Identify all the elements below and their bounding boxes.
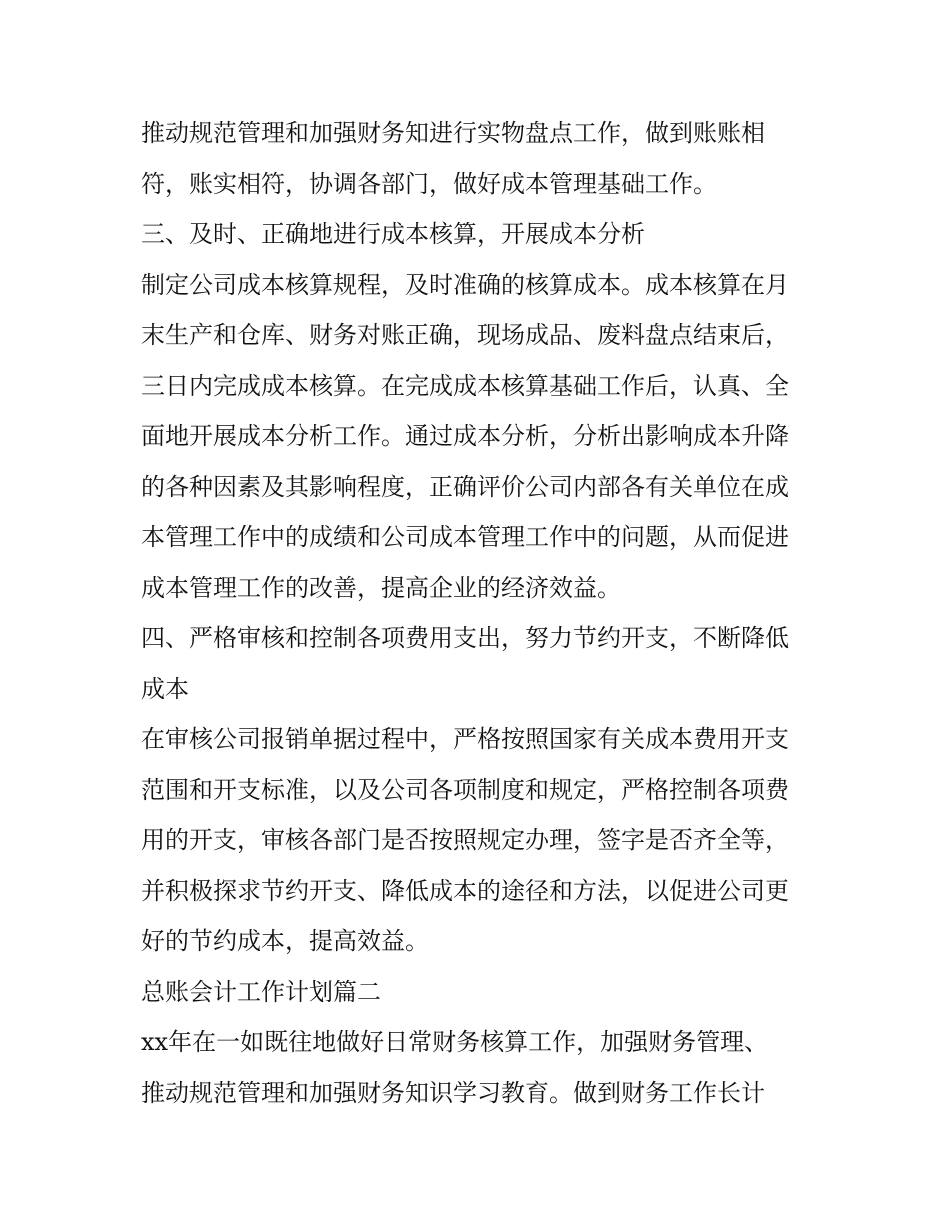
paragraph-line: 推动规范管理和加强财务知进行实物盘点工作，做到账账相 xyxy=(141,119,765,147)
paragraph-line: 三日内完成成本核算。在完成成本核算基础工作后，认真、全 xyxy=(141,371,789,400)
document-body xyxy=(141,108,821,1118)
paragraph-line: 推动规范管理和加强财务知识学习教育。做到财务工作长计 xyxy=(141,1078,765,1107)
paragraph-line: 范围和开支标准，以及公司各项制度和规定，严格控制各项费 xyxy=(141,775,789,804)
paragraph-line: 用的开支，审核各部门是否按照规定办理，签字是否齐全等， xyxy=(141,826,789,854)
section-heading: 三、及时、正确地进行成本核算，开展成本分析 xyxy=(141,220,645,248)
paragraph-line: xx年在一如既往地做好日常财务核算工作，加强财务管理、 xyxy=(141,1028,769,1056)
chapter-title: 总账会计工作计划篇二 xyxy=(141,977,381,1006)
paragraph-line: 面地开展成本分析工作。通过成本分析，分析出影响成本升降 xyxy=(141,422,789,450)
paragraph-line: 的各种因素及其影响程度，正确评价公司内部各有关单位在成 xyxy=(141,472,789,501)
paragraph-line: 末生产和仓库、财务对账正确，现场成品、废料盘点结束后， xyxy=(141,321,789,349)
paragraph-line: 本管理工作中的成绩和公司成本管理工作中的问题，从而促进 xyxy=(141,523,789,551)
paragraph-line: 好的节约成本，提高效益。 xyxy=(141,927,429,955)
section-heading: 成本 xyxy=(141,674,189,703)
paragraph-line: 符，账实相符，协调各部门，做好成本管理基础工作。 xyxy=(141,169,717,198)
paragraph-line: 在审核公司报销单据过程中，严格按照国家有关成本费用开支 xyxy=(141,725,789,753)
paragraph-line: 成本管理工作的改善，提高企业的经济效益。 xyxy=(141,573,621,602)
paragraph-line: 并积极探求节约开支、降低成本的途径和方法，以促进公司更 xyxy=(141,876,789,905)
section-heading: 四、严格审核和控制各项费用支出，努力节约开支，不断降低 xyxy=(141,624,789,652)
paragraph-line: 制定公司成本核算规程，及时准确的核算成本。成本核算在月 xyxy=(141,270,789,299)
